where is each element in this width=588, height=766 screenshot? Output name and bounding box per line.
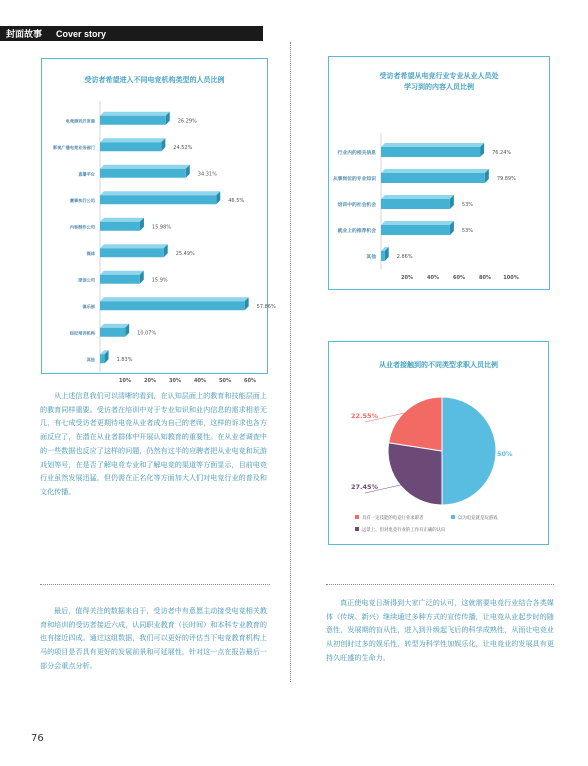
value-label: 1.83% bbox=[116, 356, 133, 363]
tick-label: 20% bbox=[144, 378, 156, 384]
value-label: 25.49% bbox=[175, 250, 195, 257]
bar bbox=[100, 142, 161, 151]
bar-top bbox=[100, 191, 220, 195]
value-label: 10.07% bbox=[137, 330, 157, 337]
bar-top bbox=[381, 169, 489, 173]
tick-label: 80% bbox=[479, 275, 491, 281]
section-header bbox=[0, 26, 263, 41]
paragraph: 真正使电竞日渐得到大家广泛的认可，这就需要电竞行业结合各类媒体（传统、新兴）继续通过多种方式的宣传传播，让电竞从业起步时的随意性，发展期的盲从性，进入到升级起飞后的科学成熟性，从而让电竞业从初创时过多的娱乐性，转型为科学性加娱乐化，让电竞业的发展具有更持久旺盛的生命力。 bbox=[326, 598, 554, 662]
bar bbox=[381, 199, 450, 209]
bar-top bbox=[100, 244, 168, 248]
chart-learning-content bbox=[328, 56, 550, 290]
legend-label: 以为电竞就是玩游戏 bbox=[458, 516, 498, 521]
bar-top bbox=[381, 221, 454, 225]
section-title-en: Cover story bbox=[56, 28, 107, 39]
category-label: 俱乐部 bbox=[82, 303, 95, 309]
value-label: 46.5% bbox=[228, 197, 245, 204]
page-number: 76 bbox=[31, 733, 44, 744]
tick-label: 40% bbox=[194, 378, 206, 384]
legend-label: 具有一定技能的电竞行业求职者 bbox=[362, 516, 424, 521]
bar-chart-svg bbox=[42, 89, 276, 384]
bar-top bbox=[100, 324, 129, 328]
pie-slice bbox=[389, 397, 442, 451]
category-label: 媒体 bbox=[86, 250, 95, 256]
value-label: 27.45% bbox=[351, 483, 379, 491]
category-label: 直播平台 bbox=[78, 171, 95, 177]
bar bbox=[100, 275, 140, 284]
tick-label: 60% bbox=[244, 378, 256, 384]
bar bbox=[381, 251, 385, 261]
category-label: 从事岗位的专业知识 bbox=[332, 177, 376, 182]
bar-top bbox=[100, 297, 249, 301]
tick-label: 40% bbox=[427, 275, 439, 281]
value-label: 26.29% bbox=[177, 118, 197, 125]
bar bbox=[381, 147, 480, 157]
bar-top bbox=[100, 218, 144, 222]
bar-top bbox=[100, 271, 144, 275]
category-label: 原创公司 bbox=[78, 277, 95, 283]
category-label: 影视广播电竞业务部门 bbox=[53, 144, 95, 150]
column-divider bbox=[290, 42, 291, 682]
tick-label: 50% bbox=[219, 378, 231, 384]
bar-top bbox=[381, 195, 454, 199]
bar-top bbox=[100, 112, 170, 116]
chart-title: 从业者接触到的不同类型求职人员比例 bbox=[379, 361, 498, 369]
bar bbox=[100, 222, 140, 231]
value-label: 15.9% bbox=[151, 277, 168, 284]
value-label: 34.31% bbox=[197, 171, 217, 178]
category-label: 其他 bbox=[366, 255, 376, 260]
category-label: 行业内的相关信息 bbox=[337, 151, 376, 156]
bar bbox=[100, 248, 164, 257]
value-label: 53% bbox=[461, 202, 474, 208]
bar-chart-svg bbox=[329, 97, 548, 287]
legend-label: 远景上、但对电竞行业的工作有正确的认识 bbox=[362, 528, 446, 533]
category-label: 其他 bbox=[86, 356, 95, 362]
bar bbox=[100, 354, 105, 363]
tick-label: 60% bbox=[453, 275, 465, 281]
pie-slice bbox=[388, 443, 442, 505]
tick-label: 30% bbox=[169, 378, 181, 384]
value-label: 76.24% bbox=[492, 150, 512, 156]
tick-label: 10% bbox=[119, 378, 131, 384]
bar-top bbox=[100, 165, 190, 169]
bar bbox=[100, 328, 125, 337]
chart-career-orgs bbox=[41, 58, 276, 384]
bar bbox=[100, 169, 186, 178]
value-label: 53% bbox=[461, 228, 474, 234]
legend-swatch bbox=[355, 515, 359, 519]
value-label: 50% bbox=[497, 450, 513, 458]
chart-title-line2: 学习到的内容人员比例 bbox=[404, 83, 474, 91]
paragraph: 从上述信息我们可以清晰的看到，在认知层面上的教育和技能层面上的教育同样重要。受访者在培训中对于专业知识和业内信息的需求相差无几，有七成受访者更期待电竞从业者成为自己的老师，这样的诉求也各方面反应了，在潜在从业者群体中开展认知教育的重要性。在从业者调查中的一些数据也反应了这样的问题，仍然有过半的应聘者把从业电竞和玩游戏划等号，在是否了解电竞专业和了解电竞的渠道等方面显示，目前电竞行业虽然发展迅猛，但仍需在正名化等方面加大人们对电竞行业的普及和文化传播。 bbox=[40, 391, 267, 496]
divider bbox=[326, 584, 554, 585]
value-label: 79.89% bbox=[496, 176, 516, 182]
divider bbox=[40, 584, 270, 585]
value-label: 57.86% bbox=[256, 303, 276, 310]
category-label: 培训中的社会机会 bbox=[337, 203, 376, 208]
value-label: 22.55% bbox=[351, 412, 379, 420]
paragraph: 最后，值得关注的数据来自于，受访者中有意愿主动接受电竞相关教育和培训的受访者接近六成，认同职业教育（长时间）和本科专业教育的也有接近四成。通过这组数据，我们可以更好的评估当下电竞教育机构上马的项目是否具有更好的发展前景和可延展性，针对这一点在报告最后一部分会重点分析。 bbox=[40, 606, 267, 670]
section-title-cn: 封面故事 bbox=[6, 29, 43, 39]
category-label: 内容制作公司 bbox=[69, 224, 95, 230]
bar bbox=[100, 116, 166, 125]
bar bbox=[100, 195, 216, 204]
bar bbox=[100, 301, 245, 310]
category-label: 赛事执行公司 bbox=[69, 197, 95, 203]
category-label: 经纪培训机构 bbox=[69, 330, 95, 336]
bar-top bbox=[381, 143, 484, 147]
bar bbox=[381, 173, 485, 183]
chart-title: 受访者希望进入不同电竞机构类型的人员比例 bbox=[84, 76, 225, 84]
pie-chart-svg bbox=[329, 374, 547, 544]
pie-slice bbox=[442, 397, 496, 505]
value-label: 2.86% bbox=[396, 254, 413, 260]
tick-label: 100% bbox=[503, 275, 519, 281]
value-label: 24.52% bbox=[173, 144, 193, 151]
bar bbox=[381, 225, 450, 235]
legend-swatch bbox=[355, 527, 359, 531]
legend-swatch bbox=[451, 515, 455, 519]
chart-title-line1: 受访者希望从电竞行业专业从业人员处 bbox=[379, 72, 499, 80]
tick-label: 20% bbox=[401, 275, 413, 281]
bar-top bbox=[100, 138, 165, 142]
chart-applicant-types bbox=[328, 341, 549, 545]
category-label: 电竞游戏开发商 bbox=[65, 118, 95, 124]
category-label: 就业上的推荐机会 bbox=[337, 229, 376, 234]
value-label: 15.98% bbox=[151, 224, 172, 231]
